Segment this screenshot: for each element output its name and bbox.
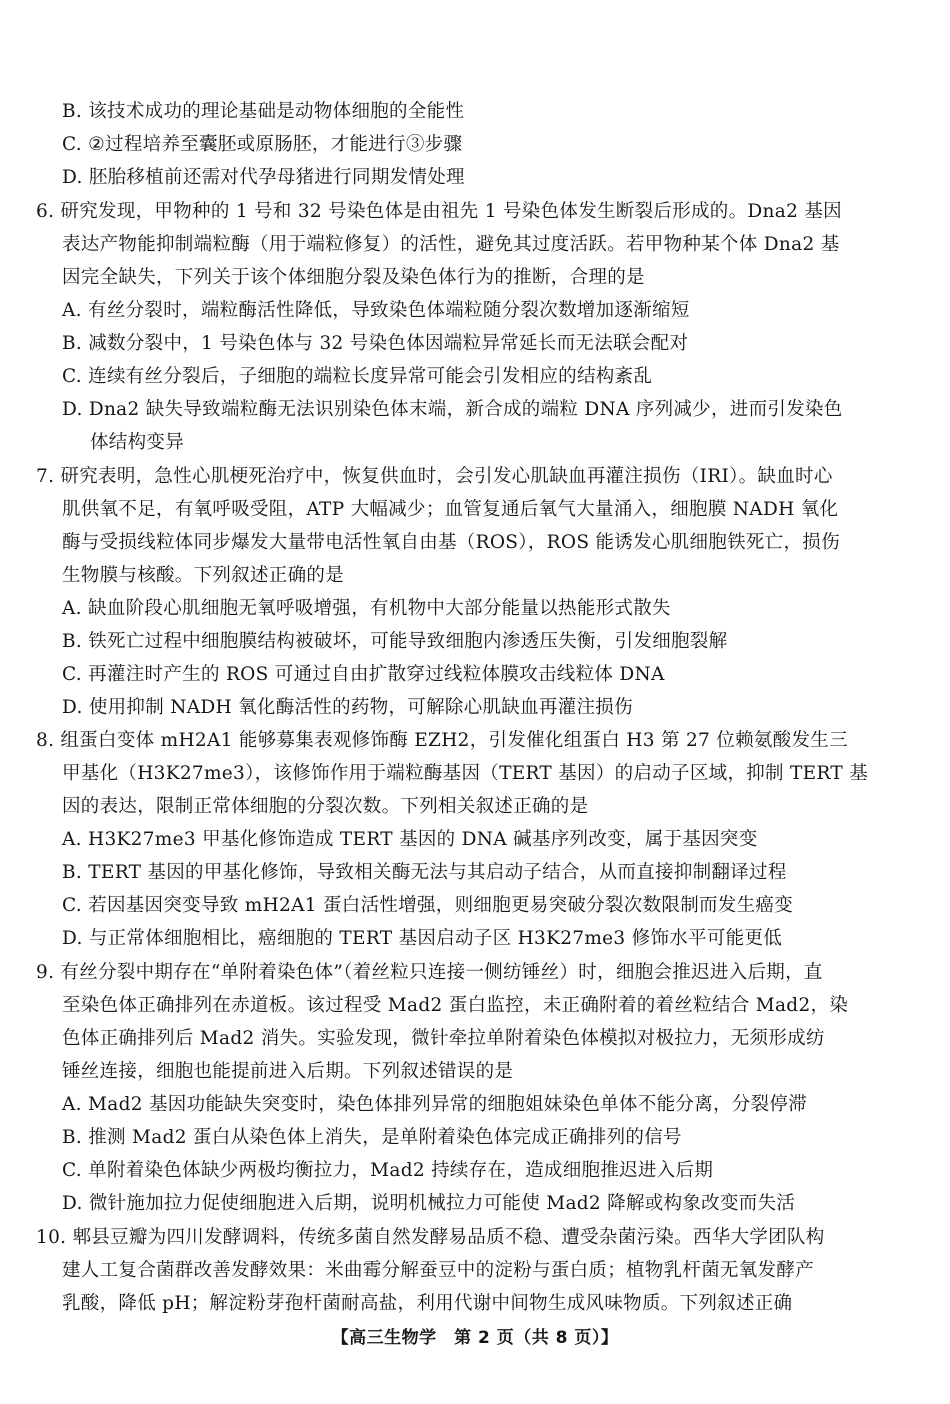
option-8c: C. 若因基因突变导致 mH2A1 蛋白活性增强，则细胞更易突破分裂次数限制而发生癌变 — [62, 895, 793, 916]
option-6d: D. Dna2 缺失导致端粒酶无法识别染色体末端，新合成的端粒 DNA 序列减少，进而引发染色 — [62, 399, 843, 420]
option-6d-cont: 体结构变异 — [90, 432, 185, 453]
option-6c: C. 连续有丝分裂后，子细胞的端粒长度异常可能会引发相应的结构紊乱 — [62, 366, 653, 387]
option-9d: D. 微针施加拉力促使细胞进入后期，说明机械拉力可能使 Mad2 降解或构象改变而失活 — [62, 1193, 796, 1214]
question-7-stem-line-4: 生物膜与核酸。下列叙述正确的是 — [62, 565, 345, 586]
option-5c: C. ②过程培养至囊胚或原肠胚，才能进行③步骤 — [62, 134, 463, 155]
question-9-stem-line-3: 色体正确排列后 Mad2 消失。实验发现，微针牵拉单附着染色体模拟对极拉力，无须形成纺 — [62, 1028, 825, 1049]
question-7-stem-line-3: 酶与受损线粒体同步爆发大量带电活性氧自由基（ROS），ROS 能诱发心肌细胞铁死亡，损伤 — [62, 532, 840, 553]
question-10-stem-line-2: 建人工复合菌群改善发酵效果：米曲霉分解蚕豆中的淀粉与蛋白质；植物乳杆菌无氧发酵产 — [62, 1260, 815, 1281]
question-6-stem-line-1: 6. 研究发现，甲物种的 1 号和 32 号染色体是由祖先 1 号染色体发生断裂后形成的。Dna2 基因 — [36, 201, 842, 222]
question-9-stem-line-2: 至染色体正确排列在赤道板。该过程受 Mad2 蛋白监控，未正确附着的着丝粒结合 Mad2，染 — [62, 995, 849, 1016]
option-5b: B. 该技术成功的理论基础是动物体细胞的全能性 — [62, 101, 465, 122]
option-8d: D. 与正常体细胞相比，癌细胞的 TERT 基因启动子区 H3K27me3 修饰水平可能更低 — [62, 928, 783, 949]
option-7c: C. 再灌注时产生的 ROS 可通过自由扩散穿过线粒体膜攻击线粒体 DNA — [62, 664, 665, 685]
question-7-stem-line-1: 7. 研究表明，急性心肌梗死治疗中，恢复供血时，会引发心肌缺血再灌注损伤（IRI）。缺血时心 — [36, 466, 833, 487]
question-8-stem-line-3: 因的表达，限制正常体细胞的分裂次数。下列相关叙述正确的是 — [62, 796, 589, 817]
option-9b: B. 推测 Mad2 蛋白从染色体上消失，是单附着染色体完成正确排列的信号 — [62, 1127, 682, 1148]
question-7-stem-line-2: 肌供氧不足，有氧呼吸受阻，ATP 大幅减少；血管复通后氧气大量涌入，细胞膜 NADH 氧化 — [62, 499, 839, 520]
question-9-stem-line-4: 锤丝连接，细胞也能提前进入后期。下列叙述错误的是 — [62, 1061, 514, 1082]
option-5d: D. 胚胎移植前还需对代孕母猪进行同期发情处理 — [62, 167, 465, 188]
option-8a: A. H3K27me3 甲基化修饰造成 TERT 基因的 DNA 碱基序列改变，属于基因突变 — [62, 829, 758, 850]
option-7b: B. 铁死亡过程中细胞膜结构被破坏，可能导致细胞内渗透压失衡，引发细胞裂解 — [62, 631, 728, 652]
question-8-stem-line-2: 甲基化（H3K27me3），该修饰作用于端粒酶基因（TERT 基因）的启动子区域，抑制 TERT 基 — [62, 763, 868, 784]
page-footer: 【高三生物学 第 2 页（共 8 页）】 — [331, 1328, 619, 1348]
question-10-stem-line-3: 乳酸，降低 pH；解淀粉芽孢杆菌耐高盐，利用代谢中间物生成风味物质。下列叙述正确 — [62, 1293, 793, 1314]
option-8b: B. TERT 基因的甲基化修饰，导致相关酶无法与其启动子结合，从而直接抑制翻译过程 — [62, 862, 787, 883]
question-10-stem-line-1: 10. 郫县豆瓣为四川发酵调料，传统多菌自然发酵易品质不稳、遭受杂菌污染。西华大学团队构 — [36, 1227, 825, 1248]
option-6b: B. 减数分裂中，1 号染色体与 32 号染色体因端粒异常延长而无法联会配对 — [62, 333, 689, 354]
option-9a: A. Mad2 基因功能缺失突变时，染色体排列异常的细胞姐妹染色单体不能分离，分裂停滞 — [62, 1094, 807, 1115]
question-9-stem-line-1: 9. 有丝分裂中期存在“单附着染色体”（着丝粒只连接一侧纺锤丝）时，细胞会推迟进入后期，直 — [36, 962, 823, 983]
question-6-stem-line-2: 表达产物能抑制端粒酶（用于端粒修复）的活性，避免其过度活跃。若甲物种某个体 Dna2 基 — [62, 234, 840, 255]
option-9c: C. 单附着染色体缺少两极均衡拉力，Mad2 持续存在，造成细胞推迟进入后期 — [62, 1160, 714, 1181]
question-8-stem-line-1: 8. 组蛋白变体 mH2A1 能够募集表观修饰酶 EZH2，引发催化组蛋白 H3 第 27 位赖氨酸发生三 — [36, 730, 848, 751]
option-7a: A. 缺血阶段心肌细胞无氧呼吸增强，有机物中大部分能量以热能形式散失 — [62, 598, 671, 619]
question-6-stem-line-3: 因完全缺失，下列关于该个体细胞分裂及染色体行为的推断，合理的是 — [62, 267, 645, 288]
option-7d: D. 使用抑制 NADH 氧化酶活性的药物，可解除心肌缺血再灌注损伤 — [62, 697, 633, 718]
option-6a: A. 有丝分裂时，端粒酶活性降低，导致染色体端粒随分裂次数增加逐渐缩短 — [62, 300, 690, 321]
